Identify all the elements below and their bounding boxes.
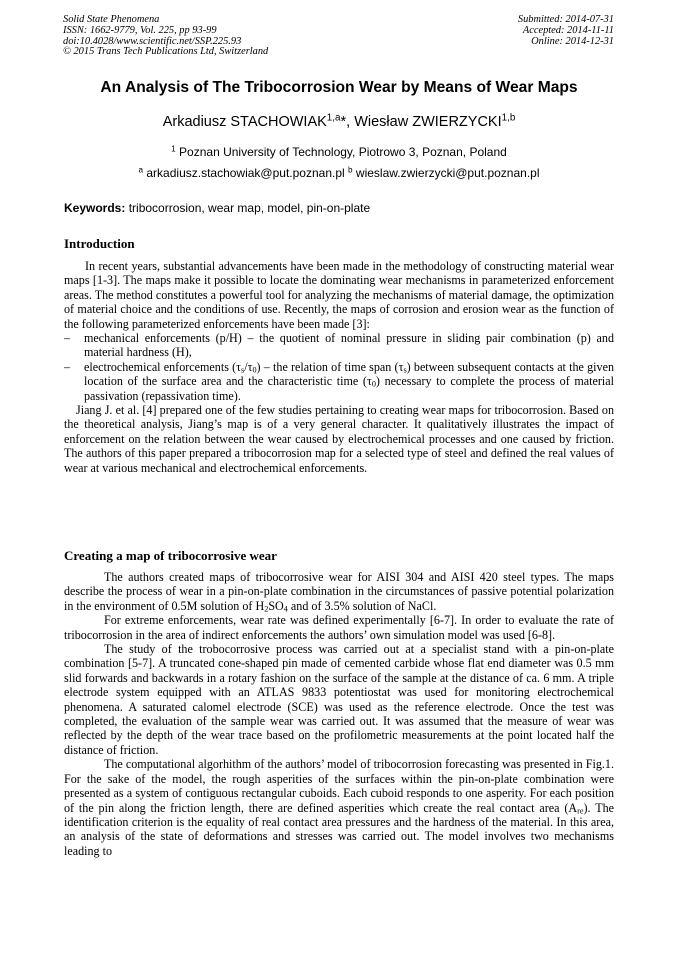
section-2-paragraph-1 [64, 570, 614, 613]
section-2-paragraph-4 [64, 757, 614, 858]
bullet-text: ) – the relation of time span (τ [256, 359, 404, 374]
bullet-dash: – [64, 331, 71, 346]
accepted-date: Accepted: 2014-11-11 [522, 24, 614, 36]
keywords-text: tribocorrosion, wear map, model, pin-on-plate [125, 201, 371, 215]
intro-paragraph-1: In recent years, substantial advancements have been made in the methodology of constructing material wear maps [1-3]. The maps make it possible to locate the dominating wear mechanisms in parameterized enforcement areas. The method constitutes a powerful tool for analyzing the mechanisms of material damage, the optimization of material choice and the conditions of use. Recently, the maps of corrosion and erosion wear as the function of the following parameterized enforcements have been made [3]: [64, 259, 614, 331]
author-1: Arkadiusz STACHOWIAK [162, 114, 327, 130]
subscript: 0 [252, 365, 257, 375]
bullet-text: ) necessary to complete the process of material passivation (repassivation time). [84, 374, 614, 403]
email-a: arkadiusz.stachowiak@put.poznan.pl [143, 166, 349, 180]
author-1-affil: 1,a [326, 112, 341, 124]
section-2-paragraph-3: The study of the trobocorrosive process was carried out at a specialist stand with a pin-on-plate combination [5-7]. A truncated cone-shaped pin made of cemented carbide whose flat end diameter was 0.5 mm slid forwards and backwards in a rotary fashion on the surface of the sample at the distance of ca. 6 mm. A triple electrode system equipped with an ATLAS 9833 potentiostat was used for monitoring electrochemical phenomena. A saturated calomel electrode (SCE) was used as the reference electrode. Once the test was completed, the evaluation of the sample wear was carried out. It was assumed that the measure of wear was reflected by the depth of the wear trace based on the profilometric measurements at the point located half the distance of friction. [64, 642, 614, 757]
subscript: 2 [264, 604, 269, 614]
affiliation-text: Poznan University of Technology, Piotrowo 3, Poznan, Poland [175, 145, 507, 159]
email-b: wieslaw.zwierzycki@put.poznan.pl [352, 166, 540, 180]
paragraph-text: ). The identification criterion is the equality of real contact area pressures and the hardness of the material. In this area, an analysis of the state of deformations and stresses was carried out. The model involves two mechanisms leading to [64, 800, 614, 858]
journal-issn: ISSN: 1662-9779, Vol. 225, pp 93-99 [63, 24, 217, 36]
author-2: Wiesław ZWIERZYCKI [354, 114, 502, 130]
subscript: s [403, 365, 407, 375]
journal-doi: doi:10.4028/www.scientific.net/SSP.225.93 [63, 35, 242, 47]
paragraph-text: and of 3.5% solution of NaCl. [287, 598, 437, 613]
journal-copyright: © 2015 Trans Tech Publications Ltd, Switzerland [63, 46, 269, 58]
introduction-body [64, 259, 614, 475]
keywords-label: Keywords: [64, 201, 126, 215]
email-b-marker: b [348, 165, 353, 175]
affiliation-marker: 1 [171, 144, 176, 154]
list-item [64, 331, 614, 360]
section-heading-introduction: Introduction [64, 236, 135, 251]
section-heading-creating-map: Creating a map of tribocorrosive wear [64, 548, 277, 563]
subscript: 4 [283, 604, 288, 614]
publication-dates [518, 15, 614, 47]
author-line [0, 114, 678, 130]
corresponding-mark: * [340, 114, 347, 130]
keywords [64, 201, 370, 215]
section-2-body [64, 570, 614, 858]
affiliation [0, 145, 678, 159]
subscript: s [241, 365, 245, 375]
list-item [64, 360, 614, 403]
bullet-text: electrochemical enforcements (τ [84, 359, 241, 374]
paragraph-text: The authors created maps of tribocorrosive wear for AISI 304 and AISI 420 steel types. The maps describe the process of wear in a pin-on-plate combination in the circumstances of passive potential polarization in the environment of 0.5M solution of H [64, 570, 614, 613]
bullet-dash: – [64, 359, 71, 374]
section-2-paragraph-2: For extreme enforcements, wear rate was defined experimentally [6-7]. In order to evaluate the rate of tribocorrosion in the area of indirect enforcements the authors’ own simulation model was used [6-8]. [64, 613, 614, 642]
intro-paragraph-2: Jiang J. et al. [4] prepared one of the few studies pertaining to creating wear maps for tribocorrosion. Based on the theoretical analysis, Jiang’s map is of a very general character. It qualitatively illustrates the impact of enforcement on the relation between the wear caused by electrochemical processes and one caused by friction. The authors of this paper prepared a tribocorrosion map for a selected type of steel and defined the real values of wear at various mechanical and electrochemical enforcements. [64, 403, 614, 475]
email-line [0, 166, 678, 180]
paragraph-text: The computational algorhithm of the authors’ model of tribocorrosion forecasting was presented in Fig.1. For the sake of the model, the rough asperities of the surfaces within the pin-on-plate combination were presented as a system of contiguous rectangular cuboids. Each cuboid responds to one asperity. For each position of the pin along the friction length, there are defined asperities which create the real contact area (A [64, 757, 614, 815]
email-a-marker: a [138, 165, 144, 175]
journal-name: Solid State Phenomena [63, 14, 160, 25]
journal-meta [63, 15, 268, 58]
author-2-affil: 1,b [501, 112, 516, 124]
submitted-date: Submitted: 2014-07-31 [517, 14, 614, 25]
bullet-text: /τ [244, 359, 253, 374]
bullet-text: ) between subsequent contacts at the given location of the surface area and the characteristic time (τ [84, 359, 614, 389]
author-separator: , [346, 114, 355, 130]
paragraph-text: SO [268, 598, 284, 613]
subscript: 0 [371, 379, 376, 389]
online-date: Online: 2014-12-31 [531, 35, 614, 47]
paper-title: An Analysis of The Tribocorrosion Wear by Means of Wear Maps [100, 79, 578, 96]
bullet-text: mechanical enforcements (p/H) – the quotient of nominal pressure in sliding pair combination (p) and material hardness (H), [84, 331, 614, 360]
subscript: re [577, 806, 584, 816]
